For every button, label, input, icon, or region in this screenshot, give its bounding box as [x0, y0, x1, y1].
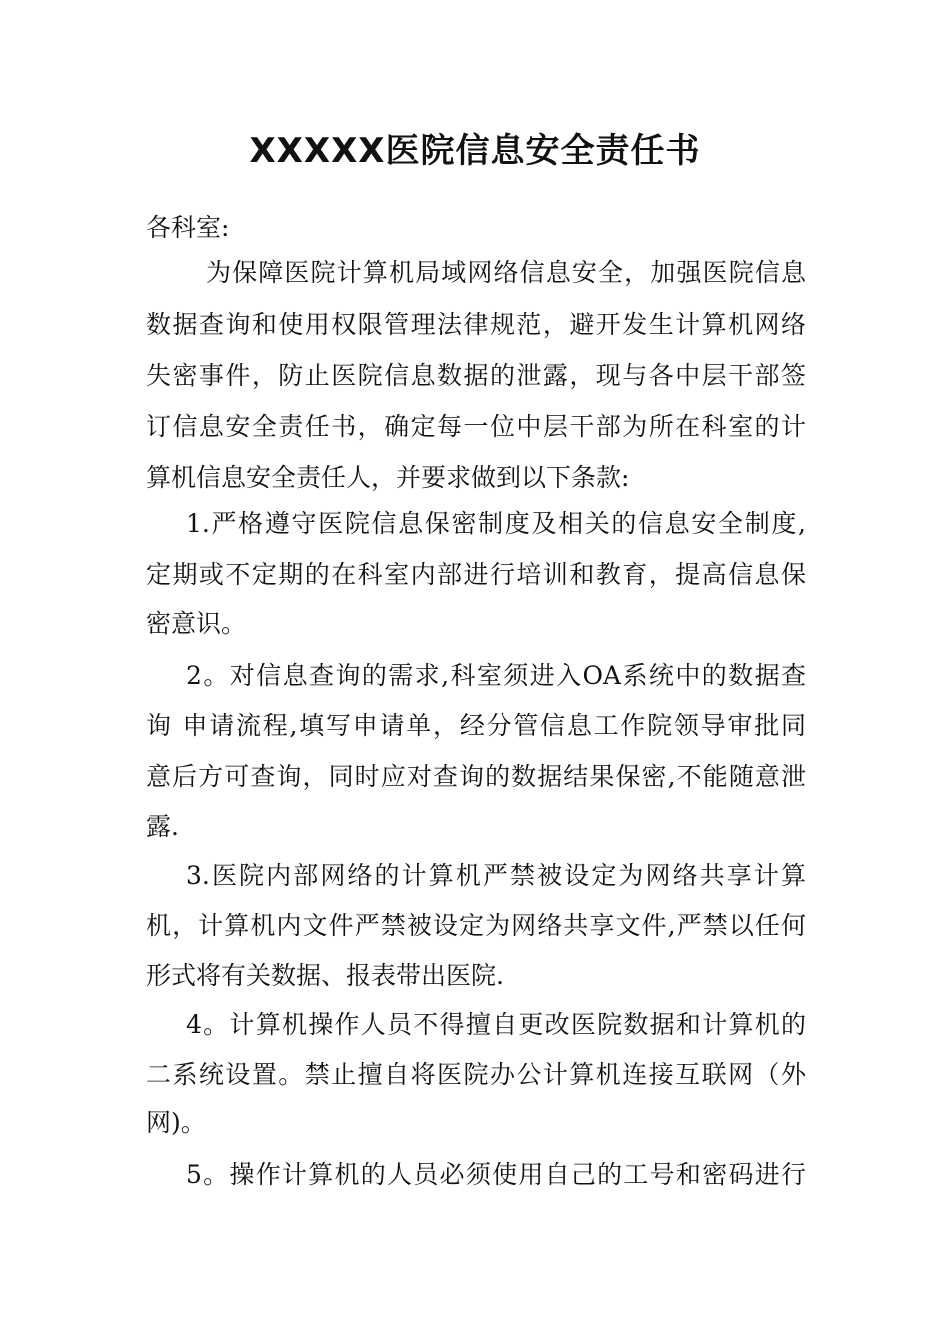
- clause-line: 形式将有关数据、报表带出医院.: [146, 961, 504, 990]
- paragraph-line: 算机信息安全责任人，并要求做到以下条款:: [146, 463, 630, 492]
- clause-line: 5。操作计算机的人员必须使用自己的工号和密码进行: [186, 1160, 806, 1189]
- clause-line: 密意识。: [146, 609, 247, 638]
- clause-line: 机，计算机内文件严禁被设定为网络共享文件,严禁以任何: [146, 911, 806, 940]
- clause-line: 2。对信息查询的需求,科室须进入OA系统中的数据查: [186, 661, 806, 690]
- paragraph-line: 为保障医院计算机局域网络信息安全，加强医院信息: [206, 258, 806, 287]
- clause-line: 4。计算机操作人员不得擅自更改医院数据和计算机的: [186, 1010, 806, 1039]
- clause-line: 1.严格遵守医院信息保密制度及相关的信息安全制度,: [186, 509, 806, 538]
- clause-line: 定期或不定期的在科室内部进行培训和教育，提高信息保: [146, 560, 806, 589]
- clause-line: 3.医院内部网络的计算机严禁被设定为网络共享计算: [186, 861, 806, 890]
- paragraph-line: 数据查询和使用权限管理法律规范，避开发生计算机网络: [146, 310, 806, 339]
- salutation: 各科室:: [146, 213, 230, 242]
- clause-line: 询 申请流程,填写申请单，经分管信息工作院领导审批同: [146, 711, 806, 740]
- document-title: XXXXX医院信息安全责任书: [249, 131, 701, 171]
- clause-line: 网)。: [146, 1108, 206, 1137]
- paragraph-line: 失密事件，防止医院信息数据的泄露，现与各中层干部签: [146, 361, 806, 390]
- clause-line: 意后方可查询，同时应对查询的数据结果保密,不能随意泄: [146, 762, 806, 791]
- clause-line: 露.: [146, 812, 179, 841]
- clause-line: 二系统设置。禁止擅自将医院办公计算机连接互联网（外: [146, 1060, 806, 1089]
- paragraph-line: 订信息安全责任书，确定每一位中层干部为所在科室的计: [146, 412, 806, 441]
